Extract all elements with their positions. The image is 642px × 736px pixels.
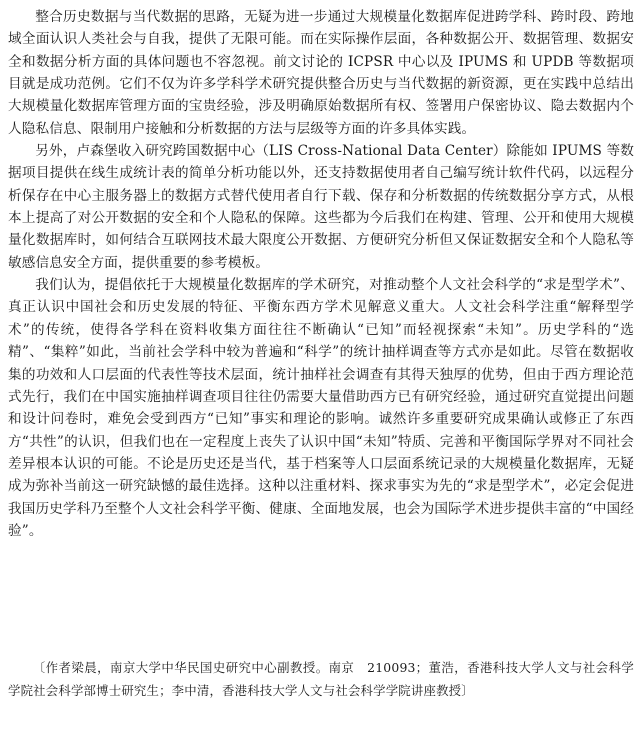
author-note: 〔作者梁晨，南京大学中华民国史研究中心副教授。南京 210093；董浩，香港科技大学人文与社会科学学院社会科学部博士研究生；李中清，香港科技大学人文与社会科学学院讲座教授〕 xyxy=(8,660,634,698)
article-body xyxy=(8,6,634,542)
paragraph-conclusion: 我们认为，提倡依托于大规模量化数据库的学术研究，对推动整个人文社会科学的“求是型学术”、真正认识中国社会和历史发展的特征、平衡东西方学术见解意义重大。人文社会科学注重“解释型学术”的传统，使得各学科在资料收集方面往往不断确认“已知”而轻视探索“未知”。历史学科的“选精”、“集粹”如此，当前社会学科中较为普遍和“科学”的统计抽样调查等方式亦是如此。尽管在数据收集的功效和人口层面的代表性等技术层面，统计抽样社会调查有其得天独厚的优势，但由于西方理论范式先行，我们在中国实施抽样调查项目往往仍需要大量借助西方已有研究经验，通过研究直觉提出问题和设计问卷时，难免会受到西方“已知”事实和理论的影响。诚然许多重要研究成果确认或修正了东西方“共性”的认识，但我们也在一定程度上丧失了认识中国“未知”特质、完善和平衡国际学界对不同社会差异根本认识的可能。不论是历史还是当代，基于档案等人口层面系统记录的大规模量化数据库，无疑成为弥补当前这一研究缺憾的最佳选择。这种以注重材料、探求事实为先的“求是型学术”，必定会促进我国历史学科乃至整个人文社会科学平衡、健康、全面地发展，也会为国际学术进步提供丰富的“中国经验”。 xyxy=(8,277,634,539)
paragraph-lis-data-center: 另外，卢森堡收入研究跨国数据中心（LIS Cross-National Data Center）除能如 IPUMS 等数据项目提供在线生成统计表的简单分析功能以外，还支持数据使用者自己编写统计软件代码，以远程分析保存在中心主服务器上的数据方式替代使用者自行下载、保存和分析数据的传统数据分享方式，从根本上提高了对公开数据的安全和个人隐私的保障。这些都为今后我们在构建、管理、公开和使用大规模量化数据库时，如何结合互联网技术最大限度公开数据、方便研究分析但又保证数据安全和个人隐私等敏感信息安全方面，提供重要的参考模板。 xyxy=(8,143,634,271)
paragraph-data-integration: 整合历史数据与当代数据的思路，无疑为进一步通过大规模量化数据库促进跨学科、跨时段、跨地域全面认识人类社会与自我，提供了无限可能。而在实际操作层面，各种数据公开、数据管理、数据安全和数据分析方面的具体问题也不容忽视。前文讨论的 ICPSR 中心以及 IPUMS 和 UPDB 等数据项目就是成功范例。它们不仅为许多学科学术研究提供整合历史与当代数据的新资源，更在实践中总结出大规模量化数据库管理方面的宝贵经验，涉及明确原始数据所有权、签署用户保密协议、隐去数据内个人隐私信息、限制用户接触和分析数据的方法与层级等方面的许多具体实践。 xyxy=(8,9,634,137)
